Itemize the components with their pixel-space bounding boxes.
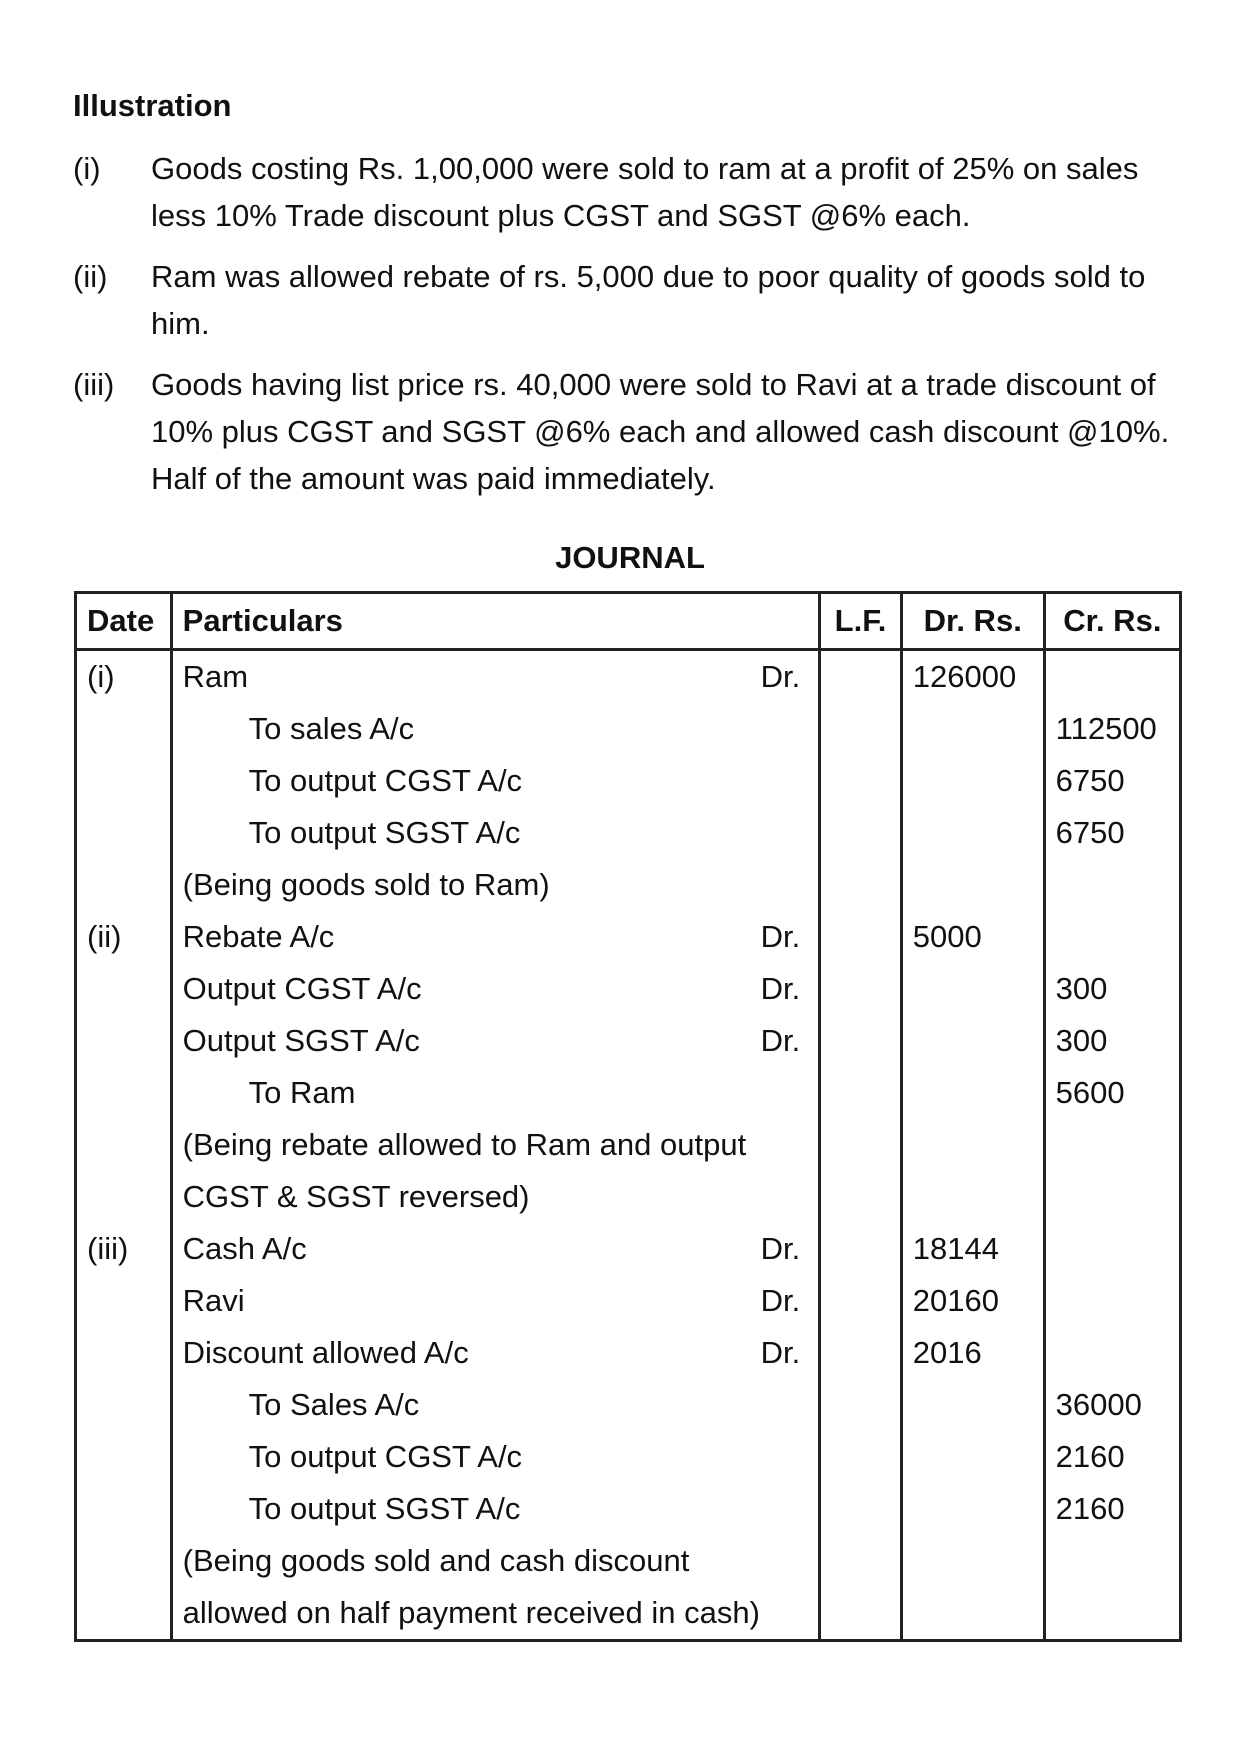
entry-date (76, 703, 172, 755)
debit-mark: Dr. (760, 919, 801, 954)
journal-row (76, 1223, 1181, 1275)
entry-lf (820, 911, 902, 963)
question-text: Ram was allowed rebate of rs. 5,000 due to poor quality of goods sold to him. (151, 259, 1146, 341)
entry-credit-amount (1044, 1587, 1180, 1641)
entry-particulars (171, 1067, 820, 1119)
entry-debit-amount: 126000 (901, 650, 1044, 704)
entry-lf (820, 1327, 902, 1379)
entry-debit-amount (901, 1587, 1044, 1641)
entry-date (76, 1431, 172, 1483)
particulars-text: (Being goods sold to Ram) (182, 867, 550, 902)
entry-date (76, 1379, 172, 1431)
particulars-text: To Sales A/c (248, 1387, 420, 1422)
entry-particulars (171, 1223, 820, 1275)
debit-mark: Dr. (760, 1283, 801, 1318)
entry-particulars (171, 1015, 820, 1067)
header-lf: L.F. (820, 593, 902, 650)
entry-credit-amount (1044, 1223, 1180, 1275)
entry-date (76, 963, 172, 1015)
header-particulars: Particulars (171, 593, 820, 650)
debit-mark: Dr. (760, 659, 801, 694)
entry-particulars (171, 650, 820, 704)
particulars-text: To output SGST A/c (248, 1491, 521, 1526)
entry-debit-amount: 18144 (901, 1223, 1044, 1275)
entry-particulars (171, 755, 820, 807)
entry-lf (820, 1587, 902, 1641)
particulars-text: To output CGST A/c (248, 763, 523, 798)
entry-date (76, 1119, 172, 1171)
particulars-text: Rebate A/c (182, 919, 335, 954)
debit-mark: Dr. (760, 1231, 801, 1266)
entry-credit-amount (1044, 1327, 1180, 1379)
entry-particulars (171, 1379, 820, 1431)
particulars-text: Discount allowed A/c (182, 1335, 469, 1370)
entry-debit-amount (901, 859, 1044, 911)
header-credit: Cr. Rs. (1044, 593, 1180, 650)
question-number: (i) (73, 151, 101, 186)
entry-date (76, 1483, 172, 1535)
entry-particulars (171, 1431, 820, 1483)
entry-date (76, 1535, 172, 1587)
entry-date (76, 1171, 172, 1223)
particulars-text: Cash A/c (182, 1231, 307, 1266)
entry-credit-amount (1044, 1119, 1180, 1171)
particulars-text: (Being goods sold and cash discount (182, 1543, 690, 1578)
entry-credit-amount: 2160 (1044, 1431, 1180, 1483)
entry-credit-amount: 300 (1044, 963, 1180, 1015)
journal-row (76, 859, 1181, 911)
entry-date (76, 755, 172, 807)
entry-date: (i) (76, 650, 172, 704)
entry-date (76, 1067, 172, 1119)
journal-row (76, 1483, 1181, 1535)
entry-date (76, 1587, 172, 1641)
particulars-text: To Ram (248, 1075, 356, 1110)
entry-credit-amount (1044, 859, 1180, 911)
entry-particulars (171, 807, 820, 859)
entry-credit-amount: 5600 (1044, 1067, 1180, 1119)
entry-credit-amount (1044, 911, 1180, 963)
journal-row (76, 755, 1181, 807)
journal-row (76, 1171, 1181, 1223)
entry-debit-amount (901, 1015, 1044, 1067)
particulars-text: To output CGST A/c (248, 1439, 523, 1474)
entry-particulars (171, 1535, 820, 1587)
entry-credit-amount (1044, 1535, 1180, 1587)
entry-credit-amount: 112500 (1044, 703, 1180, 755)
journal-row (76, 807, 1181, 859)
entry-credit-amount (1044, 650, 1180, 704)
entry-particulars (171, 1275, 820, 1327)
entry-date (76, 1327, 172, 1379)
journal-row (76, 1431, 1181, 1483)
journal-row (76, 1327, 1181, 1379)
question-text: Goods having list price rs. 40,000 were sold to Ravi at a trade discount of 10% plus CGST and SGST @6% each and allowed cash discount @10%. Half of the amount was paid immediately. (151, 367, 1170, 496)
entry-particulars (171, 1483, 820, 1535)
entry-debit-amount (901, 1535, 1044, 1587)
entry-credit-amount: 6750 (1044, 807, 1180, 859)
entry-debit-amount (901, 1431, 1044, 1483)
entry-credit-amount: 300 (1044, 1015, 1180, 1067)
journal-row (76, 1067, 1181, 1119)
entry-lf (820, 1067, 902, 1119)
entry-lf (820, 1379, 902, 1431)
question-ii (73, 253, 1188, 347)
journal-row (76, 1275, 1181, 1327)
particulars-text: CGST & SGST reversed) (182, 1179, 530, 1214)
entry-particulars (171, 911, 820, 963)
header-date: Date (76, 593, 172, 650)
journal-title: JOURNAL (555, 540, 705, 575)
debit-mark: Dr. (760, 971, 801, 1006)
entry-lf (820, 650, 902, 704)
particulars-text: To sales A/c (248, 711, 415, 746)
journal-row (76, 1535, 1181, 1587)
entry-debit-amount (901, 1171, 1044, 1223)
entry-lf (820, 1171, 902, 1223)
question-text: Goods costing Rs. 1,00,000 were sold to ram at a profit of 25% on sales less 10% Trade discount plus CGST and SGST @6% each. (151, 151, 1139, 233)
entry-lf (820, 807, 902, 859)
debit-mark: Dr. (760, 1023, 801, 1058)
entry-credit-amount: 36000 (1044, 1379, 1180, 1431)
entry-date (76, 807, 172, 859)
entry-debit-amount (901, 807, 1044, 859)
entry-lf (820, 755, 902, 807)
entry-lf (820, 1275, 902, 1327)
journal-row (76, 703, 1181, 755)
journal-row (76, 650, 1181, 704)
entry-date (76, 1275, 172, 1327)
question-number: (iii) (73, 367, 115, 402)
journal-table (74, 591, 1182, 1642)
particulars-text: Output CGST A/c (182, 971, 422, 1006)
entry-lf (820, 963, 902, 1015)
entry-debit-amount (901, 703, 1044, 755)
entry-debit-amount: 5000 (901, 911, 1044, 963)
entry-lf (820, 703, 902, 755)
entry-lf (820, 1015, 902, 1067)
entry-particulars (171, 1119, 820, 1171)
entry-lf (820, 1119, 902, 1171)
entry-debit-amount: 20160 (901, 1275, 1044, 1327)
particulars-text: Ravi (182, 1283, 245, 1318)
entry-date: (ii) (76, 911, 172, 963)
particulars-text: Output SGST A/c (182, 1023, 420, 1058)
entry-particulars (171, 963, 820, 1015)
particulars-text: Ram (182, 659, 249, 694)
entry-particulars (171, 859, 820, 911)
entry-debit-amount (901, 1119, 1044, 1171)
illustration-heading: Illustration (73, 88, 232, 123)
journal-row (76, 1379, 1181, 1431)
debit-mark: Dr. (760, 1335, 801, 1370)
journal-row (76, 1015, 1181, 1067)
particulars-text: To output SGST A/c (248, 815, 521, 850)
entry-lf (820, 859, 902, 911)
header-debit: Dr. Rs. (901, 593, 1044, 650)
journal-header-row (76, 593, 1181, 650)
entry-credit-amount: 6750 (1044, 755, 1180, 807)
journal-body (76, 650, 1181, 1641)
entry-lf (820, 1223, 902, 1275)
entry-credit-amount: 2160 (1044, 1483, 1180, 1535)
particulars-text: allowed on half payment received in cash) (182, 1595, 760, 1630)
journal-row (76, 963, 1181, 1015)
entry-credit-amount (1044, 1275, 1180, 1327)
journal-row (76, 1119, 1181, 1171)
entry-particulars (171, 703, 820, 755)
entry-debit-amount (901, 1379, 1044, 1431)
question-number: (ii) (73, 259, 108, 294)
entry-debit-amount (901, 1483, 1044, 1535)
journal-row (76, 911, 1181, 963)
entry-credit-amount (1044, 1171, 1180, 1223)
entry-lf (820, 1431, 902, 1483)
entry-date: (iii) (76, 1223, 172, 1275)
particulars-text: (Being rebate allowed to Ram and output (182, 1127, 747, 1162)
entry-particulars (171, 1587, 820, 1641)
question-i (73, 145, 1188, 239)
journal-row (76, 1587, 1181, 1641)
entry-particulars (171, 1327, 820, 1379)
entry-debit-amount (901, 1067, 1044, 1119)
entry-date (76, 859, 172, 911)
entry-particulars (171, 1171, 820, 1223)
entry-lf (820, 1483, 902, 1535)
entry-date (76, 1015, 172, 1067)
entry-debit-amount: 2016 (901, 1327, 1044, 1379)
question-iii (73, 361, 1188, 502)
entry-debit-amount (901, 963, 1044, 1015)
entry-lf (820, 1535, 902, 1587)
entry-debit-amount (901, 755, 1044, 807)
